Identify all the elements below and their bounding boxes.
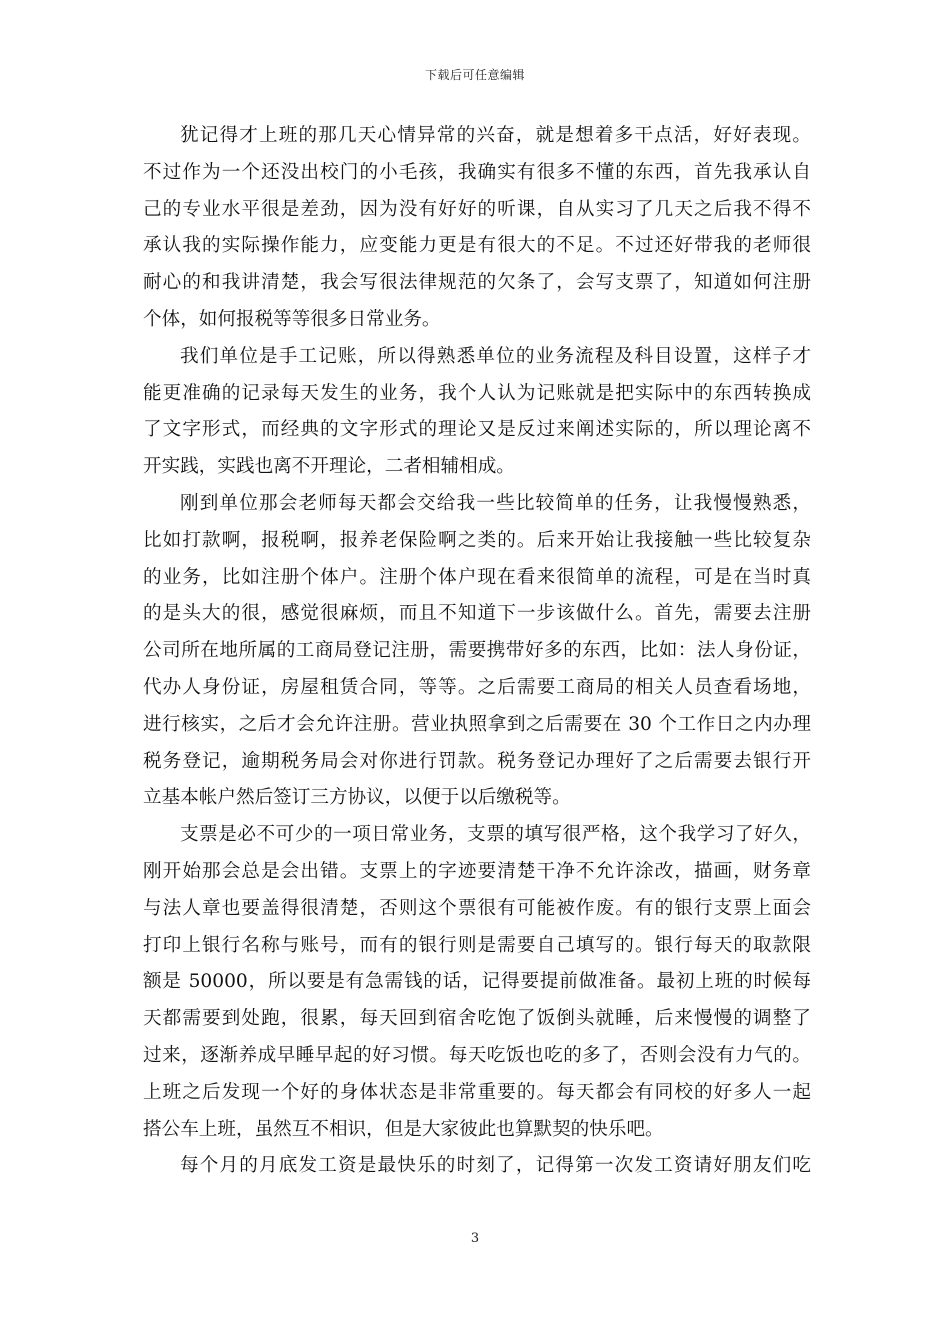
- paragraph-line: 过来，逐渐养成早睡早起的好习惯。每天吃饭也吃的多了，否则会没有力气的。: [143, 1044, 811, 1066]
- paragraph-line: 不过作为一个还没出校门的小毛孩，我确实有很多不懂的东西，首先我承认自: [143, 161, 811, 183]
- paragraph-line: 进行核实，之后才会允许注册。营业执照拿到之后需要在 30 个工作日之内办理: [143, 713, 811, 735]
- paragraph-line: 了文字形式，而经典的文字形式的理论又是反过来阐述实际的，所以理论离不: [143, 419, 811, 441]
- paragraph-line: 的业务，比如注册个体户。注册个体户现在看来很简单的流程，可是在当时真: [143, 566, 811, 588]
- paragraph-line: 承认我的实际操作能力，应变能力更是有很大的不足。不过还好带我的老师很: [143, 235, 811, 257]
- paragraph-line: 搭公车上班，虽然互不相识，但是大家彼此也算默契的快乐吧。: [143, 1118, 664, 1140]
- paragraph-line: 上班之后发现一个好的身体状态是非常重要的。每天都会有同校的好多人一起: [143, 1081, 811, 1103]
- paragraph-line: 刚到单位那会老师每天都会交给我一些比较简单的任务，让我慢慢熟悉，: [180, 492, 811, 514]
- paragraph-line: 耐心的和我讲清楚，我会写很法律规范的欠条了，会写支票了，知道如何注册: [143, 272, 811, 294]
- paragraph-line: 打印上银行名称与账号，而有的银行则是需要自己填写的。银行每天的取款限: [143, 934, 811, 956]
- paragraph-line: 己的专业水平很是差劲，因为没有好好的听课，自从实习了几天之后我不得不: [143, 198, 811, 220]
- paragraph-line: 天都需要到处跑，很累，每天回到宿舍吃饱了饭倒头就睡，后来慢慢的调整了: [143, 1008, 811, 1030]
- paragraph-line: 能更准确的记录每天发生的业务，我个人认为记账就是把实际中的东西转换成: [143, 382, 811, 404]
- paragraph-line: 的是头大的很，感觉很麻烦，而且不知道下一步该做什么。首先，需要去注册: [143, 603, 811, 625]
- paragraph-line: 代办人身份证，房屋租赁合同，等等。之后需要工商局的相关人员查看场地，: [143, 676, 811, 698]
- paragraph-line: 支票是必不可少的一项日常业务，支票的填写很严格，这个我学习了好久，: [180, 824, 811, 846]
- paragraph-line: 比如打款啊，报税啊，报养老保险啊之类的。后来开始让我接触一些比较复杂: [143, 529, 811, 551]
- paragraph-lines: [143, 118, 811, 1185]
- paragraph-line: 刚开始那会总是会出错。支票上的字迹要清楚干净不允许涂改，描画，财务章: [143, 860, 811, 882]
- paragraph-line: 立基本帐户然后签订三方协议，以便于以后缴税等。: [143, 787, 571, 809]
- page-header: 下载后可任意编辑: [424, 68, 525, 82]
- document-body: [143, 118, 811, 1185]
- paragraph-line: 开实践，实践也离不开理论，二者相辅相成。: [143, 456, 515, 478]
- paragraph-line: 我们单位是手工记账，所以得熟悉单位的业务流程及科目设置，这样子才: [180, 345, 811, 367]
- paragraph-line: 额是 50000，所以要是有急需钱的话，记得要提前做准备。最初上班的时候每: [143, 971, 811, 993]
- paragraph-line: 税务登记，逾期税务局会对你进行罚款。税务登记办理好了之后需要去银行开: [143, 750, 811, 772]
- paragraph-line: 与法人章也要盖得很清楚，否则这个票很有可能被作废。有的银行支票上面会: [143, 897, 811, 919]
- page-number: 3: [470, 1231, 480, 1246]
- paragraph-line: 犹记得才上班的那几天心情异常的兴奋，就是想着多干点活，好好表现。: [180, 125, 811, 146]
- paragraph-line: 个体，如何报税等等很多日常业务。: [143, 308, 441, 330]
- paragraph-line: 每个月的月底发工资是最快乐的时刻了，记得第一次发工资请好朋友们吃: [180, 1155, 811, 1177]
- paragraph-line: 公司所在地所属的工商局登记注册，需要携带好多的东西，比如：法人身份证，: [143, 640, 811, 662]
